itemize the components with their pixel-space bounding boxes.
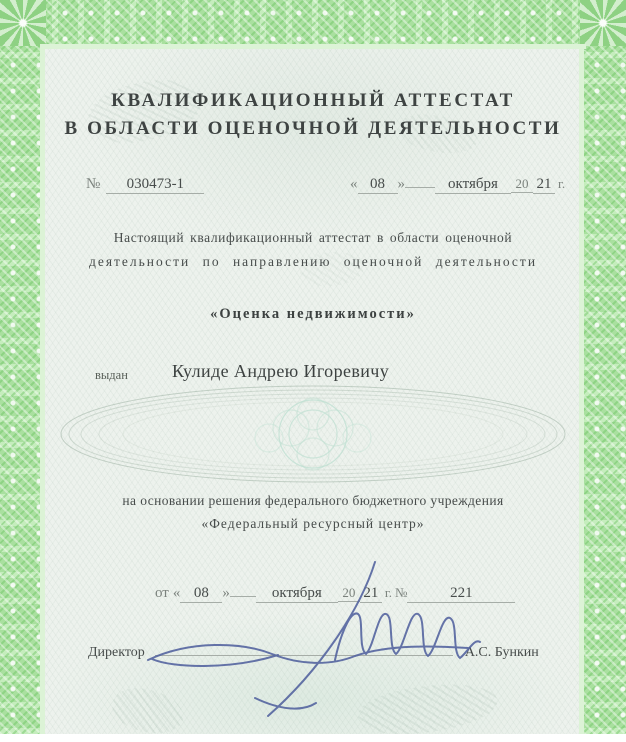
close-quote: » <box>222 585 230 601</box>
number-label: № <box>86 176 101 192</box>
decision-year-century: 20 <box>338 585 360 602</box>
certificate-title-line2: В ОБЛАСТИ ОЦЕНОЧНОЙ ДЕЯТЕЛЬНОСТИ <box>64 118 562 139</box>
issue-year: 21 <box>533 176 555 194</box>
body-text-line2: деятельности по направлению оценочной деятельности <box>88 254 538 269</box>
from-label: от <box>155 585 169 601</box>
year-suffix: г. <box>558 176 566 191</box>
director-label: Директор <box>88 645 145 660</box>
issue-date-group <box>350 176 565 194</box>
border-left-ornament <box>0 0 40 734</box>
border-corner-rosette-top-right <box>580 0 626 46</box>
open-quote: « <box>172 585 181 601</box>
blank-underline <box>405 187 435 188</box>
decision-number-label: № <box>394 585 408 600</box>
attestat-number-group <box>86 176 204 194</box>
issue-month: октября <box>435 176 511 194</box>
valuation-direction: «Оценка недвижимости» <box>210 306 416 322</box>
border-inner-edge <box>579 44 584 734</box>
border-corner-rosette-top-left <box>0 0 46 46</box>
border-top-ornament <box>0 0 626 44</box>
open-quote: « <box>350 176 358 192</box>
guilloche-ellipse-ornament <box>55 382 571 486</box>
year-suffix: г. <box>384 585 392 600</box>
decision-number: 221 <box>407 585 515 603</box>
decision-day: 08 <box>180 585 222 603</box>
director-name: А.С. Бункин <box>464 645 539 660</box>
decision-year: 21 <box>360 585 382 603</box>
border-right-ornament <box>584 0 626 734</box>
handwritten-signature <box>130 548 490 734</box>
basis-line2: «Федеральный ресурсный центр» <box>201 516 425 531</box>
certificate-title-line1: КВАЛИФИКАЦИОННЫЙ АТТЕСТАТ <box>111 90 515 111</box>
issued-label: выдан <box>95 368 128 382</box>
issue-year-century: 20 <box>511 176 533 193</box>
issue-day: 08 <box>358 176 398 194</box>
body-text-line1: Настоящий квалификационный аттестат в области оценочной <box>113 230 513 245</box>
holder-name: Кулиде Андрею Игоревичу <box>172 361 390 381</box>
number-value: 030473-1 <box>106 176 204 194</box>
close-quote: » <box>397 176 405 192</box>
basis-line1: на основании решения федерального бюджетного учреждения <box>122 493 504 508</box>
decision-month: октября <box>256 585 338 603</box>
